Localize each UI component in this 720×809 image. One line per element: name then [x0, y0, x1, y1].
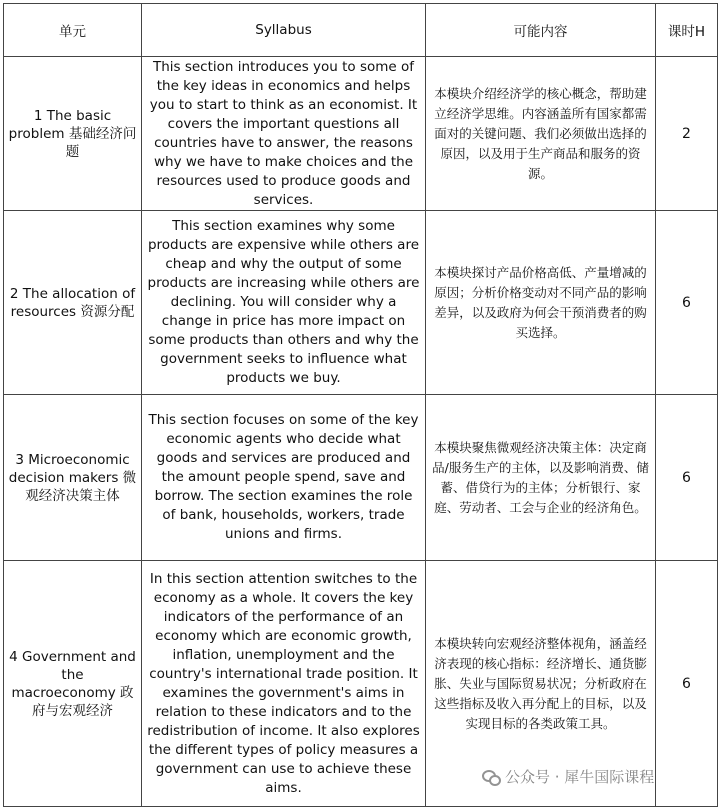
- syllabus-cell: This section focuses on some of the key economic agents who decide what goods and services are produced and the amount people spend, save and borrow. The section examines the role of bank, households, workers, trade unions and firms.: [142, 395, 426, 561]
- table-row: [4, 395, 718, 561]
- hours-cell: 6: [656, 211, 718, 395]
- hours-cell: 2: [656, 57, 718, 211]
- wechat-icon: [482, 770, 500, 784]
- syllabus-table: [3, 3, 718, 807]
- content-cell: 本模块聚焦微观经济决策主体：决定商品/服务生产的主体，以及影响消费、储蓄、借贷行为的主体；分析银行、家庭、劳动者、工会与企业的经济角色。: [426, 395, 656, 561]
- syllabus-cell: In this section attention switches to the economy as a whole. It covers the key indicators of the performance of an economy which are economic growth, inflation, unemployment and the country's international trade position. It examines the government's aims in relation to these indicators and to the redistribution of income. It also explores the different types of policy measures a government can use to achieve these aims.: [142, 561, 426, 807]
- syllabus-cell: This section examines why some products are expensive while others are cheap and why the output of some products are increasing while others are declining. You will consider why a change in price has more impact on some products than others and why the government seeks to influence what products we buy.: [142, 211, 426, 395]
- content-cell: 本模块介绍经济学的核心概念，帮助建立经济学思维。内容涵盖所有国家都需面对的关键问题、我们必须做出选择的原因，以及用于生产商品和服务的资源。: [426, 57, 656, 211]
- hours-cell: 6: [656, 561, 718, 807]
- header-unit: 单元: [4, 4, 142, 57]
- table-row: [4, 57, 718, 211]
- table-header-row: [4, 4, 718, 57]
- syllabus-cell: This section introduces you to some of the key ideas in economics and helps you to start to think as an economist. It covers the important questions all countries have to answer, the reasons why we have to make choices and the resources used to produce goods and services.: [142, 57, 426, 211]
- header-content: 可能内容: [426, 4, 656, 57]
- unit-cell: 4 Government and the macroeconomy 政府与宏观经济: [4, 561, 142, 807]
- unit-cell: 2 The allocation of resources 资源分配: [4, 211, 142, 395]
- unit-cell: 1 The basic problem 基础经济问题: [4, 57, 142, 211]
- watermark: [482, 766, 654, 787]
- content-cell: 本模块转向宏观经济整体视角，涵盖经济表现的核心指标：经济增长、通货膨胀、失业与国际贸易状况；分析政府在这些指标及收入再分配上的目标，以及实现目标的各类政策工具。: [426, 561, 656, 807]
- unit-cell: 3 Microeconomic decision makers 微观经济决策主体: [4, 395, 142, 561]
- hours-cell: 6: [656, 395, 718, 561]
- header-hours: 课时H: [656, 4, 718, 57]
- watermark-text: 公众号 · 犀牛国际课程: [505, 768, 655, 786]
- content-cell: 本模块探讨产品价格高低、产量增减的原因；分析价格变动对不同产品的影响差异，以及政府为何会干预消费者的购买选择。: [426, 211, 656, 395]
- header-syllabus: Syllabus: [142, 4, 426, 57]
- table-row: [4, 211, 718, 395]
